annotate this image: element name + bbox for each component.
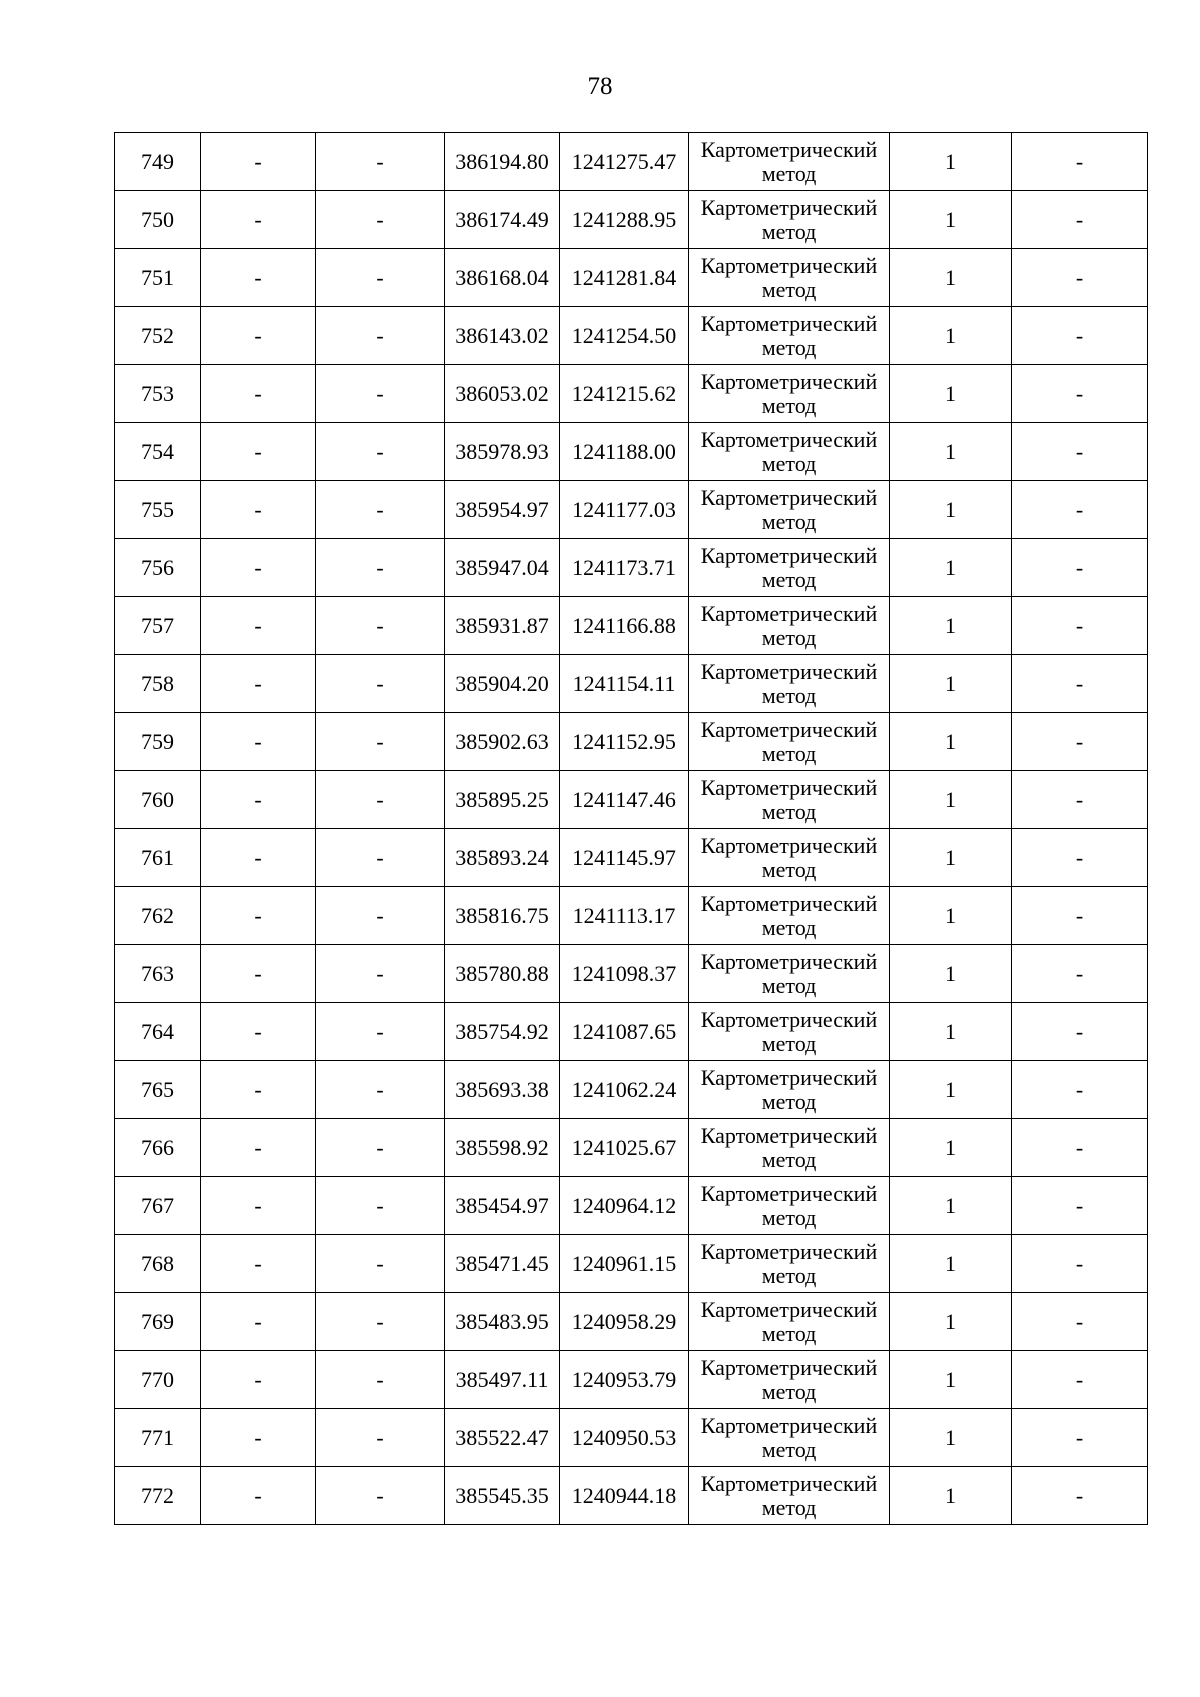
table-row	[115, 1061, 1148, 1119]
y-coordinate-cell: 1241025.67	[560, 1119, 689, 1177]
column-2-cell: -	[201, 771, 316, 829]
method-line-2: метод	[761, 1146, 817, 1172]
point-number-cell: 768	[115, 1235, 201, 1293]
column-8-cell: -	[1012, 945, 1148, 1003]
method-line-2: метод	[761, 972, 817, 998]
x-coordinate-cell: 385693.38	[445, 1061, 560, 1119]
y-coordinate-cell: 1241166.88	[560, 597, 689, 655]
method-line-2: метод	[761, 334, 817, 360]
method-line-2: метод	[761, 682, 817, 708]
method-line-1: Картометрический	[700, 136, 878, 162]
point-number-cell: 751	[115, 249, 201, 307]
method-cell	[689, 713, 890, 771]
table-row	[115, 1409, 1148, 1467]
method-line-2: метод	[761, 1030, 817, 1056]
y-coordinate-cell: 1241152.95	[560, 713, 689, 771]
table-row	[115, 481, 1148, 539]
column-3-cell: -	[316, 713, 445, 771]
y-coordinate-cell: 1241145.97	[560, 829, 689, 887]
method-line-1: Картометрический	[700, 1064, 878, 1090]
point-number-cell: 754	[115, 423, 201, 481]
column-3-cell: -	[316, 481, 445, 539]
column-8-cell: -	[1012, 1409, 1148, 1467]
column-8-cell: -	[1012, 133, 1148, 191]
table-row	[115, 191, 1148, 249]
column-3-cell: -	[316, 1467, 445, 1525]
method-line-2: метод	[761, 798, 817, 824]
y-coordinate-cell: 1240944.18	[560, 1467, 689, 1525]
column-7-cell: 1	[890, 1409, 1012, 1467]
column-7-cell: 1	[890, 945, 1012, 1003]
x-coordinate-cell: 386143.02	[445, 307, 560, 365]
column-3-cell: -	[316, 887, 445, 945]
method-line-1: Картометрический	[700, 948, 878, 974]
x-coordinate-cell: 386053.02	[445, 365, 560, 423]
column-2-cell: -	[201, 365, 316, 423]
column-8-cell: -	[1012, 1003, 1148, 1061]
y-coordinate-cell: 1241188.00	[560, 423, 689, 481]
column-7-cell: 1	[890, 887, 1012, 945]
column-3-cell: -	[316, 133, 445, 191]
table-row	[115, 307, 1148, 365]
x-coordinate-cell: 385902.63	[445, 713, 560, 771]
y-coordinate-cell: 1240958.29	[560, 1293, 689, 1351]
table-row	[115, 365, 1148, 423]
y-coordinate-cell: 1241113.17	[560, 887, 689, 945]
method-line-1: Картометрический	[700, 1470, 878, 1496]
x-coordinate-cell: 385947.04	[445, 539, 560, 597]
column-7-cell: 1	[890, 597, 1012, 655]
table-row	[115, 1235, 1148, 1293]
method-line-2: метод	[761, 624, 817, 650]
table-row	[115, 423, 1148, 481]
method-line-2: метод	[761, 856, 817, 882]
column-7-cell: 1	[890, 191, 1012, 249]
column-2-cell: -	[201, 249, 316, 307]
table-row	[115, 1351, 1148, 1409]
method-line-2: метод	[761, 1204, 817, 1230]
method-cell	[689, 1235, 890, 1293]
column-8-cell: -	[1012, 597, 1148, 655]
method-cell	[689, 539, 890, 597]
point-number-cell: 759	[115, 713, 201, 771]
column-8-cell: -	[1012, 423, 1148, 481]
column-7-cell: 1	[890, 1467, 1012, 1525]
column-7-cell: 1	[890, 365, 1012, 423]
point-number-cell: 764	[115, 1003, 201, 1061]
column-2-cell: -	[201, 307, 316, 365]
method-cell	[689, 655, 890, 713]
point-number-cell: 770	[115, 1351, 201, 1409]
table-row	[115, 539, 1148, 597]
column-7-cell: 1	[890, 1119, 1012, 1177]
column-3-cell: -	[316, 423, 445, 481]
y-coordinate-cell: 1240964.12	[560, 1177, 689, 1235]
column-8-cell: -	[1012, 655, 1148, 713]
x-coordinate-cell: 385598.92	[445, 1119, 560, 1177]
column-7-cell: 1	[890, 1235, 1012, 1293]
y-coordinate-cell: 1241062.24	[560, 1061, 689, 1119]
y-coordinate-cell: 1241087.65	[560, 1003, 689, 1061]
method-line-2: метод	[761, 160, 817, 186]
column-2-cell: -	[201, 829, 316, 887]
method-line-2: метод	[761, 218, 817, 244]
point-number-cell: 760	[115, 771, 201, 829]
method-line-2: метод	[761, 1262, 817, 1288]
column-8-cell: -	[1012, 1235, 1148, 1293]
method-line-1: Картометрический	[700, 426, 878, 452]
column-8-cell: -	[1012, 191, 1148, 249]
method-cell	[689, 1061, 890, 1119]
column-8-cell: -	[1012, 1293, 1148, 1351]
column-8-cell: -	[1012, 1467, 1148, 1525]
method-line-1: Картометрический	[700, 658, 878, 684]
column-3-cell: -	[316, 829, 445, 887]
x-coordinate-cell: 386168.04	[445, 249, 560, 307]
column-7-cell: 1	[890, 655, 1012, 713]
method-line-2: метод	[761, 1378, 817, 1404]
point-number-cell: 772	[115, 1467, 201, 1525]
method-line-1: Картометрический	[700, 832, 878, 858]
column-7-cell: 1	[890, 1351, 1012, 1409]
method-line-1: Картометрический	[700, 1412, 878, 1438]
method-cell	[689, 1177, 890, 1235]
method-line-2: метод	[761, 450, 817, 476]
column-2-cell: -	[201, 655, 316, 713]
point-number-cell: 763	[115, 945, 201, 1003]
column-3-cell: -	[316, 1119, 445, 1177]
column-7-cell: 1	[890, 481, 1012, 539]
method-cell	[689, 423, 890, 481]
point-number-cell: 771	[115, 1409, 201, 1467]
column-7-cell: 1	[890, 713, 1012, 771]
column-2-cell: -	[201, 1177, 316, 1235]
y-coordinate-cell: 1240953.79	[560, 1351, 689, 1409]
y-coordinate-cell: 1241215.62	[560, 365, 689, 423]
table-row	[115, 1119, 1148, 1177]
table-row	[115, 771, 1148, 829]
table-row	[115, 945, 1148, 1003]
method-line-2: метод	[761, 276, 817, 302]
y-coordinate-cell: 1240961.15	[560, 1235, 689, 1293]
column-3-cell: -	[316, 1351, 445, 1409]
column-2-cell: -	[201, 191, 316, 249]
method-line-2: метод	[761, 1088, 817, 1114]
column-7-cell: 1	[890, 539, 1012, 597]
column-7-cell: 1	[890, 771, 1012, 829]
method-line-1: Картометрический	[700, 600, 878, 626]
x-coordinate-cell: 385816.75	[445, 887, 560, 945]
method-line-1: Картометрический	[700, 542, 878, 568]
column-3-cell: -	[316, 307, 445, 365]
column-2-cell: -	[201, 713, 316, 771]
method-line-2: метод	[761, 392, 817, 418]
column-2-cell: -	[201, 597, 316, 655]
method-line-2: метод	[761, 1494, 817, 1520]
column-3-cell: -	[316, 365, 445, 423]
x-coordinate-cell: 385754.92	[445, 1003, 560, 1061]
table-row	[115, 597, 1148, 655]
method-cell	[689, 249, 890, 307]
method-cell	[689, 1293, 890, 1351]
column-8-cell: -	[1012, 1061, 1148, 1119]
table-body	[115, 133, 1148, 1525]
method-cell	[689, 365, 890, 423]
column-2-cell: -	[201, 539, 316, 597]
column-3-cell: -	[316, 191, 445, 249]
column-8-cell: -	[1012, 829, 1148, 887]
table-row	[115, 887, 1148, 945]
y-coordinate-cell: 1241154.11	[560, 655, 689, 713]
method-cell	[689, 1409, 890, 1467]
column-2-cell: -	[201, 1467, 316, 1525]
method-cell	[689, 887, 890, 945]
method-line-2: метод	[761, 1320, 817, 1346]
method-line-1: Картометрический	[700, 1296, 878, 1322]
method-line-1: Картометрический	[700, 368, 878, 394]
y-coordinate-cell: 1241173.71	[560, 539, 689, 597]
point-number-cell: 761	[115, 829, 201, 887]
x-coordinate-cell: 386194.80	[445, 133, 560, 191]
column-3-cell: -	[316, 1061, 445, 1119]
method-cell	[689, 1467, 890, 1525]
column-3-cell: -	[316, 945, 445, 1003]
method-line-1: Картометрический	[700, 194, 878, 220]
x-coordinate-cell: 385454.97	[445, 1177, 560, 1235]
column-3-cell: -	[316, 771, 445, 829]
y-coordinate-cell: 1241288.95	[560, 191, 689, 249]
table-row	[115, 655, 1148, 713]
x-coordinate-cell: 385893.24	[445, 829, 560, 887]
column-2-cell: -	[201, 1235, 316, 1293]
column-8-cell: -	[1012, 307, 1148, 365]
column-8-cell: -	[1012, 481, 1148, 539]
method-line-1: Картометрический	[700, 1122, 878, 1148]
method-cell	[689, 191, 890, 249]
x-coordinate-cell: 385978.93	[445, 423, 560, 481]
column-7-cell: 1	[890, 1003, 1012, 1061]
column-2-cell: -	[201, 1061, 316, 1119]
column-3-cell: -	[316, 597, 445, 655]
page-number: 78	[587, 73, 613, 100]
method-line-2: метод	[761, 508, 817, 534]
column-3-cell: -	[316, 1003, 445, 1061]
column-7-cell: 1	[890, 829, 1012, 887]
column-8-cell: -	[1012, 365, 1148, 423]
column-7-cell: 1	[890, 249, 1012, 307]
method-cell	[689, 945, 890, 1003]
method-line-2: метод	[761, 566, 817, 592]
method-line-2: метод	[761, 914, 817, 940]
method-line-1: Картометрический	[700, 1180, 878, 1206]
table-row	[115, 1293, 1148, 1351]
column-2-cell: -	[201, 1119, 316, 1177]
column-8-cell: -	[1012, 1119, 1148, 1177]
y-coordinate-cell: 1240950.53	[560, 1409, 689, 1467]
x-coordinate-cell: 385522.47	[445, 1409, 560, 1467]
column-2-cell: -	[201, 481, 316, 539]
column-3-cell: -	[316, 539, 445, 597]
column-7-cell: 1	[890, 1061, 1012, 1119]
column-8-cell: -	[1012, 539, 1148, 597]
column-3-cell: -	[316, 249, 445, 307]
method-line-2: метод	[761, 1436, 817, 1462]
method-line-1: Картометрический	[700, 1006, 878, 1032]
column-2-cell: -	[201, 1409, 316, 1467]
column-3-cell: -	[316, 1235, 445, 1293]
method-line-1: Картометрический	[700, 252, 878, 278]
x-coordinate-cell: 385895.25	[445, 771, 560, 829]
x-coordinate-cell: 385780.88	[445, 945, 560, 1003]
column-3-cell: -	[316, 1293, 445, 1351]
y-coordinate-cell: 1241254.50	[560, 307, 689, 365]
column-2-cell: -	[201, 133, 316, 191]
method-line-1: Картометрический	[700, 484, 878, 510]
column-8-cell: -	[1012, 713, 1148, 771]
column-8-cell: -	[1012, 771, 1148, 829]
method-cell	[689, 1351, 890, 1409]
column-3-cell: -	[316, 655, 445, 713]
x-coordinate-cell: 385545.35	[445, 1467, 560, 1525]
point-number-cell: 756	[115, 539, 201, 597]
point-number-cell: 762	[115, 887, 201, 945]
method-cell	[689, 771, 890, 829]
table-row	[115, 1003, 1148, 1061]
column-7-cell: 1	[890, 423, 1012, 481]
column-8-cell: -	[1012, 249, 1148, 307]
method-cell	[689, 597, 890, 655]
method-cell	[689, 133, 890, 191]
method-line-1: Картометрический	[700, 716, 878, 742]
method-line-1: Картометрический	[700, 310, 878, 336]
method-cell	[689, 1003, 890, 1061]
x-coordinate-cell: 385931.87	[445, 597, 560, 655]
method-line-1: Картометрический	[700, 774, 878, 800]
coordinates-table	[114, 132, 1148, 1525]
column-3-cell: -	[316, 1177, 445, 1235]
point-number-cell: 753	[115, 365, 201, 423]
x-coordinate-cell: 385904.20	[445, 655, 560, 713]
point-number-cell: 758	[115, 655, 201, 713]
y-coordinate-cell: 1241275.47	[560, 133, 689, 191]
x-coordinate-cell: 385954.97	[445, 481, 560, 539]
x-coordinate-cell: 385497.11	[445, 1351, 560, 1409]
x-coordinate-cell: 385471.45	[445, 1235, 560, 1293]
method-cell	[689, 481, 890, 539]
point-number-cell: 750	[115, 191, 201, 249]
column-2-cell: -	[201, 1003, 316, 1061]
column-7-cell: 1	[890, 1293, 1012, 1351]
point-number-cell: 765	[115, 1061, 201, 1119]
method-line-1: Картометрический	[700, 890, 878, 916]
column-8-cell: -	[1012, 1351, 1148, 1409]
method-line-1: Картометрический	[700, 1238, 878, 1264]
method-line-1: Картометрический	[700, 1354, 878, 1380]
y-coordinate-cell: 1241281.84	[560, 249, 689, 307]
table-row	[115, 133, 1148, 191]
column-2-cell: -	[201, 887, 316, 945]
point-number-cell: 766	[115, 1119, 201, 1177]
table-row	[115, 713, 1148, 771]
y-coordinate-cell: 1241098.37	[560, 945, 689, 1003]
column-2-cell: -	[201, 1351, 316, 1409]
column-2-cell: -	[201, 945, 316, 1003]
point-number-cell: 767	[115, 1177, 201, 1235]
table-row	[115, 249, 1148, 307]
table-row	[115, 1467, 1148, 1525]
column-8-cell: -	[1012, 1177, 1148, 1235]
method-line-2: метод	[761, 740, 817, 766]
method-cell	[689, 1119, 890, 1177]
x-coordinate-cell: 385483.95	[445, 1293, 560, 1351]
column-3-cell: -	[316, 1409, 445, 1467]
column-7-cell: 1	[890, 1177, 1012, 1235]
point-number-cell: 769	[115, 1293, 201, 1351]
point-number-cell: 749	[115, 133, 201, 191]
column-7-cell: 1	[890, 133, 1012, 191]
point-number-cell: 752	[115, 307, 201, 365]
column-2-cell: -	[201, 1293, 316, 1351]
point-number-cell: 755	[115, 481, 201, 539]
table-row	[115, 1177, 1148, 1235]
x-coordinate-cell: 386174.49	[445, 191, 560, 249]
column-8-cell: -	[1012, 887, 1148, 945]
y-coordinate-cell: 1241177.03	[560, 481, 689, 539]
column-2-cell: -	[201, 423, 316, 481]
method-cell	[689, 307, 890, 365]
column-7-cell: 1	[890, 307, 1012, 365]
y-coordinate-cell: 1241147.46	[560, 771, 689, 829]
table-row	[115, 829, 1148, 887]
method-cell	[689, 829, 890, 887]
point-number-cell: 757	[115, 597, 201, 655]
